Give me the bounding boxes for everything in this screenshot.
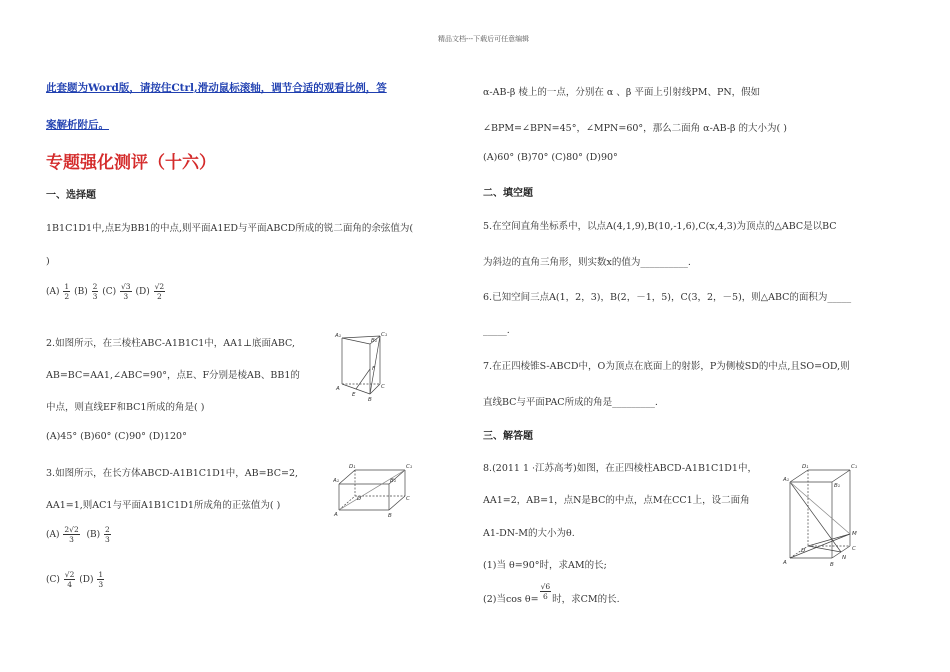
fig3-label: C: [406, 496, 410, 502]
notice-line-2[interactable]: 案解析附后。: [46, 119, 109, 131]
q1-frac-b: $\frac{2}{3}$: [92, 282, 98, 301]
q6-line-2: _____.: [483, 325, 510, 336]
fig8-label: B₁: [834, 483, 840, 489]
q6-line-1: 6.已知空间三点A(1，2，3)，B(2，－1，5)，C(3，2，－5)，则△ABC的面积为_____: [483, 292, 852, 303]
section-fill: 二、填空题: [483, 188, 533, 199]
fig8-label: A₁: [783, 477, 789, 483]
fig8-label: D: [801, 548, 806, 554]
q1-opt-a: (A): [46, 287, 60, 297]
q3-opt-d: (D): [79, 575, 94, 585]
fig8-label: B: [830, 562, 834, 568]
q1-frac-d: $\frac{√2}{2}$: [154, 282, 165, 301]
q7-line-1: 7.在正四棱锥S-ABCD中，O为顶点在底面上的射影，P为侧棱SD的中点,且SO=OD,则: [483, 361, 850, 372]
q1-opt-d: (D): [135, 287, 150, 297]
q5-line-1: 5.在空间直角坐标系中，以点A(4,1,9),B(10,-1,6),C(x,4,3)为顶点的△ABC是以BC: [483, 221, 837, 232]
q1-frac-c: $\frac{√3}{3}$: [121, 282, 131, 301]
fig3-edge: [339, 470, 405, 510]
q2-line-2: AB=BC=AA1,∠ABC=90°，点E、F分别是棱AB、BB1的: [46, 370, 300, 381]
q4-options: (A)60° (B)70° (C)80° (D)90°: [483, 152, 618, 163]
page-header: 精品文档---下载后可任意编辑: [438, 35, 530, 43]
fig8-label: M: [852, 531, 857, 537]
q3-opt-b: (B): [86, 530, 101, 540]
q8-frac: $\frac{√6}{6}$: [540, 582, 551, 601]
q2-prism-figure: [334, 328, 390, 402]
q1-frac-a: $\frac{1}{2}$: [64, 282, 70, 301]
q1-line-1: 1B1C1D1中,点E为BB1的中点,则平面A1ED与平面ABCD所成的锐二面角的余弦值为(: [46, 223, 414, 234]
q2-line-3: 中点，则直线EF和BC1所成的角是( ): [46, 402, 205, 413]
section-choice: 一、选择题: [46, 190, 96, 201]
q8-line-2: AA1=2，AB=1，点N是BC的中点，点M在CC1上，设二面角: [483, 495, 750, 506]
q7-line-2: 直线BC与平面PAC所成的角是_________.: [483, 397, 658, 408]
fig3-label: D: [357, 496, 362, 502]
fig2-edge: [356, 369, 370, 389]
fig2-label: B: [368, 397, 372, 402]
q3-line-2: AA1=1,则AC1与平面A1B1C1D1所成角的正弦值为( ): [46, 500, 281, 511]
q8-prism-figure: [778, 462, 862, 570]
fig8-edge: [790, 482, 841, 552]
fig2-label: C: [381, 384, 385, 390]
q3-opt-c: (C): [46, 575, 60, 585]
q3-frac-a: $\frac{2√2}{3}$: [64, 525, 79, 544]
q4-line-1: α-AB-β 棱上的一点，分别在 α 、β 平面上引射线PM、PN，假如: [483, 87, 761, 98]
fig8-edge: [790, 482, 850, 534]
q4-line-2: ∠BPM=∠BPN=45°，∠MPN=60°，那么二面角 α-AB-β 的大小为( ): [483, 123, 787, 134]
fig8-label: C: [852, 546, 856, 552]
q3-frac-d: $\frac{1}{3}$: [98, 570, 104, 589]
q8-sub-1: (1)当 θ=90°时，求AM的长;: [483, 560, 607, 571]
fig2-edge: [342, 338, 370, 344]
q8-sub-2: (2)当cos θ= $\frac{√6}{6}$ 时，求CM的长.: [483, 582, 620, 605]
q3-opt-a: (A): [46, 530, 60, 540]
fig8-label: N: [842, 555, 847, 561]
fig2-label: C₁: [381, 332, 388, 338]
q3-cuboid-figure: [333, 460, 413, 518]
fig8-label: D₁: [802, 464, 809, 470]
q8-line-3: A1-DN-M的大小为θ.: [483, 528, 575, 539]
q3-options-cd: [46, 570, 105, 589]
q1-opt-b: (B): [74, 287, 88, 297]
fig2-label: B₁: [371, 338, 377, 344]
fig2-label: A₁: [335, 333, 341, 339]
q2-line-1: 2.如图所示，在三棱柱ABC-A1B1C1中，AA1⊥底面ABC,: [46, 338, 295, 349]
fig3-label: C₁: [406, 464, 413, 470]
q3-frac-b: $\frac{2}{3}$: [104, 525, 110, 544]
fig2-label: E: [352, 392, 356, 398]
fig8-label: C₁: [851, 464, 858, 470]
q1-line-2: ): [46, 256, 50, 267]
fig3-label: B: [388, 513, 392, 518]
q1-options: [46, 282, 166, 301]
fig3-label: A₁: [333, 478, 339, 484]
notice-line-1[interactable]: 此套题为Word版，请按住Ctrl,滑动鼠标滚轴，调节合适的观看比例，答: [46, 82, 387, 94]
fig2-label: F: [372, 366, 376, 372]
q3-frac-c: $\frac{√2}{4}$: [64, 570, 75, 589]
fig3-label: B₁: [390, 478, 396, 484]
fig8-edge: [832, 470, 850, 482]
fig3-edge: [339, 470, 355, 484]
section-answer: 三、解答题: [483, 431, 533, 442]
fig3-label: A: [334, 512, 338, 518]
q5-line-2: 为斜边的直角三角形，则实数x的值为__________.: [483, 257, 691, 268]
fig3-label: D₁: [349, 464, 356, 470]
fig2-label: A: [336, 386, 340, 392]
fig3-edge: [389, 496, 405, 510]
fig3-edge: [339, 496, 355, 510]
q1-opt-c: (C): [102, 287, 117, 297]
fig8-label: A: [783, 560, 787, 566]
q3-options-ab: [46, 525, 112, 544]
fig8-edge: [790, 470, 808, 482]
q3-line-1: 3.如图所示，在长方体ABCD-A1B1C1D1中，AB=BC=2,: [46, 468, 299, 479]
page-title: 专题强化测评（十六）: [46, 153, 216, 173]
q2-options: (A)45° (B)60° (C)90° (D)120°: [46, 431, 187, 442]
q8-line-1: 8.(2011 1 ·江苏高考)如图，在正四棱柱ABCD-A1B1C1D1中，: [483, 463, 757, 474]
